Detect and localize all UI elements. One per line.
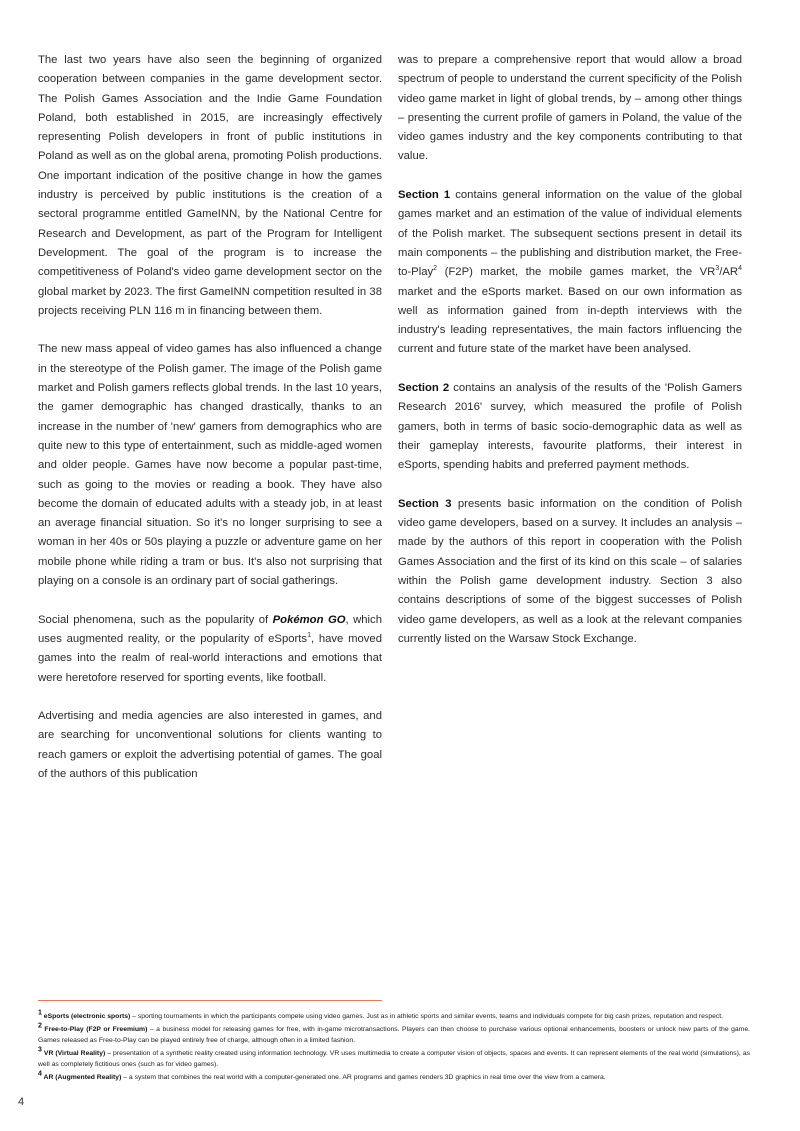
section-3-label: Section 3	[398, 497, 452, 510]
footnotes	[38, 1000, 750, 1085]
paragraph-cooperation: The last two years have also seen the beginning of organized cooperation between companies in the game development sector. The Polish Games Association and the Indie Game Foundation Poland, both established in 2015, are increasingly effectively representing Polish developers in front of public institutions in Poland as well as on the global arena, promoting Polish productions. One important indication of the positive change in how the games industry is perceived by public institutions is the creation of a sectoral programme entitled GameINN, by the National Centre for Research and Development, as part of the Program for Intelligent Development. The goal of the program is to increase the competitiveness of Poland's video game development sector on the global market by 2023. The first GameINN competition resulted in 38 projects receiving PLN 116 m in financing between them.	[38, 54, 382, 317]
paragraph-social-phenomena: Social phenomena, such as the popularity of Pokémon GO, which uses augmented reality, or the popularity of eSports$^1$, have moved games into the realm of real-world interactions and emotions that were heretofore reserved for sporting events, like football.	[38, 613, 382, 684]
footnote-2: $^2$ Free-to-Play (F2P or Freemium) – a business model for releasing games for free, with in-game microtransactions. Players can then choose to purchase various optional enhancements, boosters or unlock new parts of the game. Games released as Free-to-Play can be played entirely free of charge, although often in a limited fashion.	[38, 1022, 751, 1045]
right-column	[398, 51, 742, 649]
left-column	[38, 51, 382, 784]
section-1-label: Section 1	[398, 189, 451, 202]
footnote-3: $^3$ VR (Virtual Reality) – presentation of a synthetic reality created using information technology. VR uses multimedia to create a computer vision of objects, spaces and events. It can represent elements of the real world (simulations), as well as completely fictitious ones (such as for video games).	[38, 1046, 751, 1069]
footnote-divider	[38, 1000, 382, 1001]
footnote-ref-1: 1	[307, 632, 311, 640]
footnote-4: $^4$ AR (Augmented Reality) – a system that combines the real world with a computer-generated one. AR programs and games renders 3D graphics in real time over the view from a camera.	[38, 1070, 606, 1081]
footnote-ref-3: 3	[715, 265, 720, 273]
paragraph-section-1: Section 1 contains general information on the value of the global games market and an estimation of the value of individual elements of the Polish market. The subsequent sections present in detail its main components – the publishing and distribution market, the Free-to-Play$^2$ (F2P) market, the mobile games market, the $VR^3/AR^4$ market and the eSports market. Based on our own information as well as information gained from in-depth interviews with the industry's leading representatives, the main factors influencing the current and future state of the market have been analysed.	[398, 189, 742, 356]
page-number: 4	[18, 1096, 25, 1108]
section-2-label: Section 2	[398, 382, 450, 395]
footnote-ref-4: 4	[738, 265, 742, 273]
paragraph-report-goal: was to prepare a comprehensive report that would allow a broad spectrum of people to understand the current specificity of the Polish video game market in light of global trends, by – among other things – presenting the current profile of gamers in Poland, the value of the video games industry and the key components contributing to that value.	[398, 54, 742, 163]
paragraph-section-2: Section 2 contains an analysis of the results of the 'Polish Gamers Research 2016' survey, which measured the profile of Polish gamers, both in terms of basic socio-demographic data as well as their gameplay interests, favourite platforms, their interest in eSports, spending habits and preferred payment methods.	[398, 382, 742, 472]
paragraph-section-3: Section 3 presents basic information on the condition of Polish video game developers, based on a survey. It includes an analysis – made by the authors of this report in cooperation with the Polish Games Association and the first of its kind on this scale – of salaries within the Polish game development industry. Section 3 also contains descriptions of some of the biggest successes of Polish video game developers, as well as a look at the relevant companies currently listed on the Warsaw Stock Exchange.	[398, 497, 742, 645]
footnote-ref-2: 2	[433, 265, 438, 273]
paragraph-advertising: Advertising and media agencies are also interested in games, and are searching for unconventional solutions for clients wanting to reach gamers or exploit the advertising potential of games. The goal of the authors of this publication	[38, 710, 382, 780]
pokemon-go-title: Pokémon GO	[272, 613, 346, 626]
paragraph-gamer-stereotype: The new mass appeal of video games has also influenced a change in the stereotype of the Polish gamer. The image of the Polish game market and Polish gamers reflects global trends. In the last 10 years, the gamer demographic has changed drastically, thanks to an increase in the number of 'new' gamers from demographics who are quite new to this type of entertainment, such as middle-aged women and older people. Games have now become a popular past-time, such as going to the movies or reading a book. They have also become the domain of educated adults with a steady job, in at least an average financial situation. So it's no longer surprising to see a woman in her 40s or 50s playing a puzzle or adventure game on her mobile phone while riding a tram or bus. It's also not surprising that playing on a console is an ordinary part of social gatherings.	[38, 343, 382, 588]
footnote-1: $^1$ eSports (electronic sports) – sporting tournaments in which the participants compete using video games. Just as in athletic sports and similar events, teams and individuals compete for big cash prizes, reputation and respect.	[38, 1009, 724, 1020]
